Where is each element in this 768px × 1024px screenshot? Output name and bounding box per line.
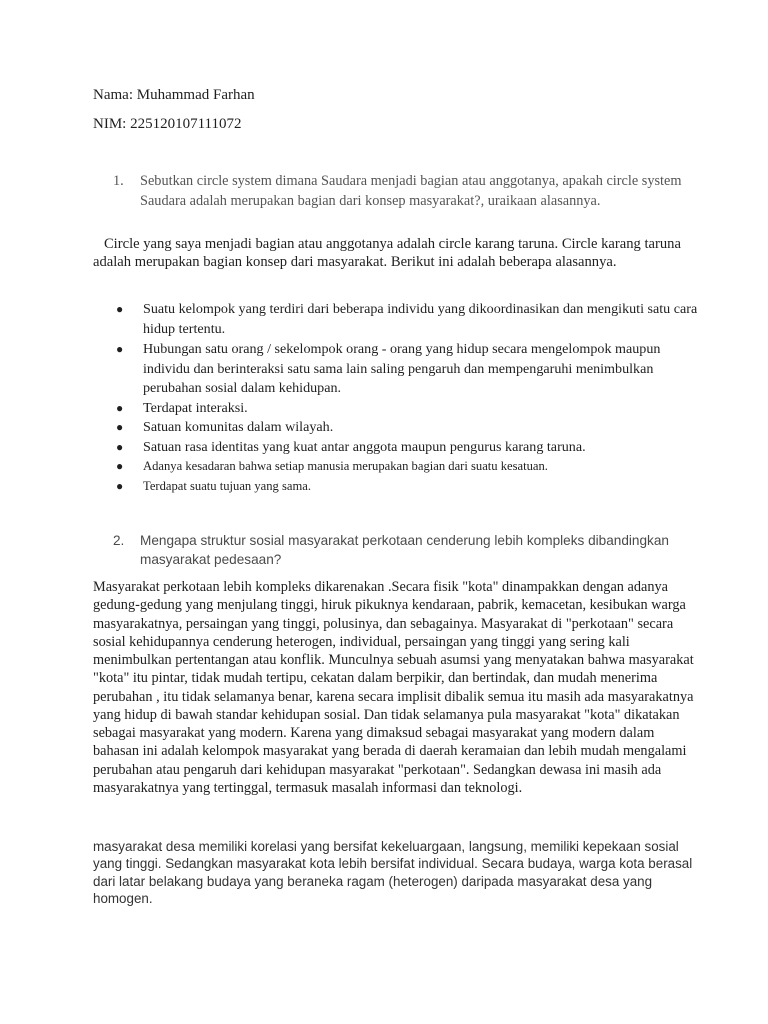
answer-2-paragraph-1: Masyarakat perkotaan lebih kompleks dikarenakan .Secara fisik "kota" dinampakkan dengan adanya gedung-gedung yang menjulang tinggi, hiruk pikuknya kendaraan, pabrik, kemacetan, kesibukan warga masyarakatnya, persaingan yang tinggi, polusinya, dan sebagainya. Masyarakat di "perkotaan" secara sosial kehidupannya cenderung heterogen, individual, persaingan yang tinggi yang sering kali menimbulkan pertentangan atau konflik. Munculnya sebuah asumsi yang menyatakan bahwa masyarakat "kota" itu pintar, tidak mudah tertipu, cekatan dalam berpikir, dan bertindak, dan mudah menerima perubahan , itu tidak selamanya benar, karena secara implisit dibalik semua itu masih ada masyarakatnya yang hidup di bawah standar kehidupan sosial. Dan tidak selamanya pula masyarakat "kota" dikatakan sebagai masyarakat yang modern. Karena yang dimaksud sebagai masyarakat yang modern dalam bahasan ini adalah kelompok masyarakat yang berada di daerah keramaian dan lebih mudah mengalami perubahan atau pengaruh dari kehidupan masyarakat "perkotaan". Sedangkan dewasa ini masih ada masyarakatnya yang tertinggal, termasuk masalah informasi dan teknologi. xyxy=(93,579,694,796)
list-item: ● Satuan rasa identitas yang kuat antar anggota maupun pengurus karang taruna. xyxy=(114,438,704,458)
question-1 xyxy=(113,171,703,211)
list-item: ● Suatu kelompok yang terdiri dari beberapa individu yang dikoordinasikan dan mengikuti satu cara hidup tertentu. xyxy=(116,301,698,337)
student-nim: NIM: 225120107111072 xyxy=(93,116,242,132)
list-item: ● Terdapat interaksi. xyxy=(114,399,704,419)
list-item: ● Satuan komunitas dalam wilayah. xyxy=(114,418,704,438)
bullet-icon: ● xyxy=(116,459,124,473)
answer-1-intro-text: Circle yang saya menjadi bagian atau anggotanya adalah circle karang taruna. Circle karang taruna adalah merupakan bagian konsep dari masyarakat. Berikut ini adalah beberapa alasannya. xyxy=(93,236,681,271)
list-item: ● Terdapat suatu tujuan yang sama. xyxy=(114,477,704,497)
list-item: ● Hubungan satu orang / sekelompok orang - orang yang hidup secara mengelompok maupun individu dan berinteraksi satu sama lain saling pengaruh dan mempengaruhi menimbulkan perubahan sosial dalam kehidupan. xyxy=(116,341,661,396)
bullet-icon: ● xyxy=(116,478,124,493)
answer-1-intro xyxy=(93,235,695,272)
bullet-icon: ● xyxy=(116,342,124,356)
question-1-number: 1. xyxy=(113,173,124,189)
answer-1-bullet-list xyxy=(114,300,704,496)
list-item: ● Adanya kesadaran bahwa setiap manusia merupakan bagian dari suatu kesatuan. xyxy=(114,457,704,477)
bullet-icon: ● xyxy=(116,302,124,316)
answer-2-paragraph-2: masyarakat desa memiliki korelasi yang bersifat kekeluargaan, langsung, memiliki kepekaan sosial yang tinggi. Sedangkan masyarakat kota lebih bersifat individual. Secara budaya, warga kota berasal dari latar belakang budaya yang beraneka ragam (heterogen) daripada masyarakat desa yang homogen. xyxy=(93,839,693,907)
bullet-icon: ● xyxy=(116,420,124,434)
bullet-icon: ● xyxy=(116,439,124,454)
student-name: Nama: Muhammad Farhan xyxy=(93,87,255,103)
question-1-text: Sebutkan circle system dimana Saudara menjadi bagian atau anggotanya, apakah circle system Saudara adalah merupakan bagian dari konsep masyarakat?, uraikaan alasannya. xyxy=(140,173,682,209)
question-2 xyxy=(113,531,703,569)
bullet-icon: ● xyxy=(116,400,124,415)
question-2-number: 2. xyxy=(113,533,125,548)
question-2-text: Mengapa struktur sosial masyarakat perkotaan cenderung lebih kompleks dibandingkan masyarakat pedesaan? xyxy=(140,533,669,567)
